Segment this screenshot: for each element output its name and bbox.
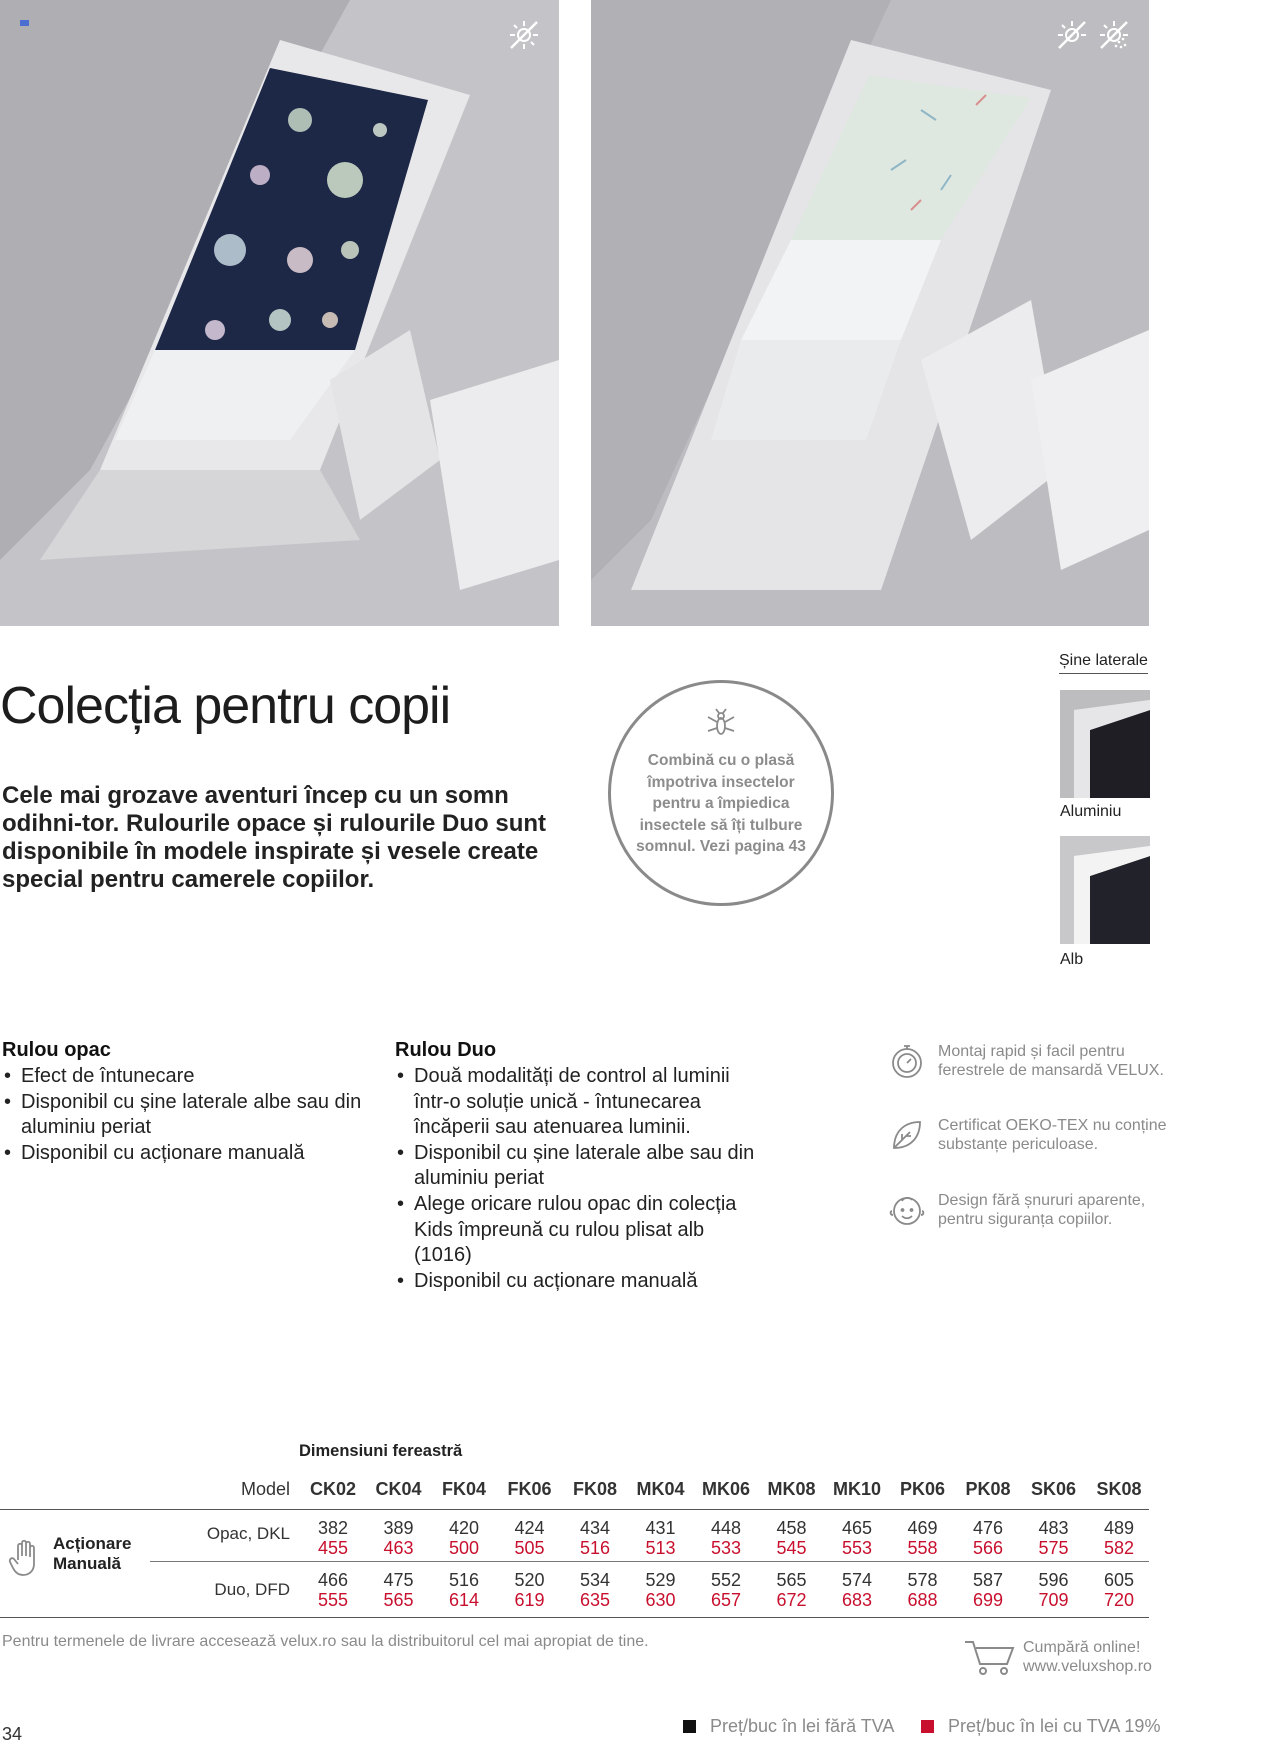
price-cell [500,1518,560,1558]
table-divider [150,1561,1149,1562]
price-with-vat: 630 [645,1590,676,1610]
price-with-vat: 565 [383,1590,414,1610]
table-divider [0,1617,1149,1618]
model-header-cell: FK06 [507,1479,552,1499]
price-no-vat: 587 [972,1570,1004,1590]
column-duo [395,1039,765,1294]
feature-text: Design fără șnururi aparente, pentru siguranța copiilor. [938,1192,1146,1228]
price-no-vat: 476 [972,1518,1004,1538]
list-item: • Alege oricare rulou opac din colecția Kids împreună cu rulou plisat alb (1016) [395,1192,765,1269]
price-cell [1024,1570,1084,1610]
price-cell [958,1518,1018,1558]
price-no-vat: 516 [448,1570,480,1590]
price-with-vat: 463 [383,1538,414,1558]
model-header-cell: MK04 [636,1479,685,1499]
price-no-vat: 420 [448,1518,480,1538]
price-no-vat: 389 [383,1518,414,1538]
list-item: • Disponibil cu acționare manuală [2,1141,362,1167]
model-header-cell: SK06 [1030,1479,1077,1499]
price-cell [565,1570,625,1610]
price-with-vat: 575 [1038,1538,1069,1558]
feature-quick-install [888,1042,1188,1080]
model-header-cell: FK08 [572,1479,617,1499]
price-with-vat: 657 [710,1590,742,1610]
price-with-vat: 614 [448,1590,480,1610]
diffuse-sun-icon [1097,18,1131,52]
price-no-vat: 458 [776,1518,807,1538]
shopping-cart-icon [963,1638,1017,1676]
price-cell [631,1570,691,1610]
model-header: Model [240,1479,290,1499]
photo-blackout-blind [0,0,559,626]
model-header-cell: PK06 [899,1479,946,1499]
shop-line-1: Cumpără online! [1023,1639,1141,1656]
price-cell [1089,1518,1149,1558]
price-with-vat: 513 [645,1538,676,1558]
price-no-vat: 596 [1038,1570,1069,1590]
leaf-icon [888,1116,926,1154]
price-cell [369,1570,429,1610]
model-header-cell: MK10 [832,1479,881,1499]
price-cell [827,1570,887,1610]
price-with-vat: 709 [1038,1590,1069,1610]
model-header-cell: SK08 [1096,1479,1142,1499]
dimensions-title: Dimensiuni fereastră [299,1442,463,1460]
price-with-vat: 688 [907,1590,938,1610]
row-label-duo: Duo, DFD [214,1580,290,1599]
stopwatch-icon [888,1042,926,1080]
swatch-white-label: Alb [1060,951,1084,968]
rails-title: Șine laterale [1059,652,1148,674]
price-cell [696,1518,756,1558]
swatch-aluminium-label: Aluminiu [1060,803,1122,820]
price-with-vat: 720 [1103,1590,1135,1610]
column-blackout-heading: Rulou opac [2,1039,111,1061]
price-with-vat: 553 [841,1538,873,1558]
legend-swatch-red [921,1720,934,1733]
list-item: • Efect de întunecare [2,1064,362,1090]
feature-oeko-tex [888,1116,1188,1154]
swatch-aluminium[interactable] [1060,690,1150,798]
blackout-sun-icon [507,18,541,52]
price-with-vat: 683 [841,1590,873,1610]
price-no-vat: 382 [317,1518,349,1538]
price-with-vat: 500 [448,1538,480,1558]
price-no-vat: 431 [645,1518,676,1538]
price-with-vat: 635 [579,1590,611,1610]
price-cell [762,1570,822,1610]
delivery-note: Pentru termenele de livrare accesează velux.ro sau la distribuitorul cel mai apropiat de tine. [2,1633,649,1650]
price-no-vat: 424 [514,1518,545,1538]
price-with-vat: 555 [317,1590,349,1610]
feature-cordless [888,1191,1188,1229]
intro-text: Cele mai grozave aventuri încep cu un somn odihni-tor. Rulourile opace și rulourile Duo sunt disponibile în modele inspirate și vesele create special pentru camerele copiilor. [2,782,547,893]
price-cell [893,1518,953,1558]
price-cell [762,1518,822,1558]
legend-no-vat: Preț/buc în lei fără TVA [683,1716,894,1737]
legend-vat: Preț/buc în lei cu TVA 19% [921,1716,1160,1737]
page-number: 34 [2,1724,23,1744]
model-header-cell: MK06 [701,1479,750,1499]
price-no-vat: 483 [1038,1518,1069,1538]
insect-net-callout [608,680,834,906]
price-no-vat: 448 [710,1518,742,1538]
small-flag-icon [20,20,29,26]
price-cell [434,1570,494,1610]
price-cell [1089,1570,1149,1610]
price-no-vat: 529 [645,1570,676,1590]
price-cell [893,1570,953,1610]
price-with-vat: 505 [514,1538,545,1558]
price-with-vat: 582 [1103,1538,1135,1558]
price-with-vat: 672 [776,1590,807,1610]
table-divider [0,1509,1149,1510]
price-no-vat: 565 [776,1570,807,1590]
model-header-cell: PK08 [965,1479,1011,1499]
list-item: • Disponibil cu acționare manuală [395,1269,765,1295]
price-with-vat: 566 [972,1538,1004,1558]
column-duo-heading: Rulou Duo [395,1039,497,1061]
price-no-vat: 434 [579,1518,611,1538]
child-face-icon [888,1191,926,1229]
list-item: • Disponibil cu șine laterale albe sau din aluminiu periat [395,1141,765,1192]
price-with-vat: 545 [776,1538,807,1558]
legend-swatch-black [683,1720,696,1733]
online-shop-link[interactable] [963,1638,1152,1676]
column-blackout [2,1039,362,1166]
price-cell [303,1518,363,1558]
price-with-vat: 699 [972,1590,1004,1610]
swatch-white[interactable] [1060,836,1150,944]
insect-icon [704,707,738,741]
callout-text: Combină cu o plasă împotriva insectelor pentru a împiedica insectele să îți tulbure somnul. Vezi pagina 43 [636,752,806,855]
group-label: Acționare Manuală [53,1534,132,1573]
price-cell [500,1570,560,1610]
price-no-vat: 489 [1103,1518,1135,1538]
list-item: • Două modalități de control al luminii într-o soluție unică - întunecarea încăperii sau atenuarea luminii. [395,1064,765,1141]
price-no-vat: 578 [907,1570,938,1590]
price-with-vat: 558 [907,1538,938,1558]
price-no-vat: 469 [907,1518,938,1538]
price-cell [631,1518,691,1558]
price-no-vat: 520 [514,1570,545,1590]
price-no-vat: 605 [1103,1570,1135,1590]
price-no-vat: 552 [710,1570,742,1590]
price-no-vat: 465 [841,1518,873,1538]
price-no-vat: 466 [317,1570,349,1590]
price-with-vat: 533 [710,1538,742,1558]
price-cell [827,1518,887,1558]
row-label-blackout: Opac, DKL [206,1524,290,1543]
price-cell [434,1518,494,1558]
price-cell [303,1570,363,1610]
model-header-cell: MK08 [767,1479,816,1499]
photo-duo-blind [591,0,1149,626]
price-no-vat: 475 [383,1570,414,1590]
price-cell [958,1570,1018,1610]
blackout-sun-icon [1055,18,1089,52]
page-title: Colecția pentru copii [0,677,451,735]
model-header-cell: CK04 [375,1479,422,1499]
price-with-vat: 516 [579,1538,611,1558]
price-no-vat: 574 [841,1570,873,1590]
price-cell [369,1518,429,1558]
feature-text: Certificat OEKO-TEX nu conține substanțe periculoase. [938,1117,1167,1153]
hand-icon [8,1538,44,1578]
price-with-vat: 455 [317,1538,349,1558]
list-item: • Disponibil cu șine laterale albe sau din aluminiu periat [2,1090,362,1141]
feature-text: Montaj rapid și facil pentru ferestrele de mansardă VELUX. [938,1043,1164,1079]
model-header-cell: CK02 [309,1479,357,1499]
model-header-cell: FK04 [441,1479,486,1499]
price-cell [565,1518,625,1558]
price-cell [1024,1518,1084,1558]
price-with-vat: 619 [514,1590,545,1610]
price-cell [696,1570,756,1610]
price-no-vat: 534 [579,1570,611,1590]
shop-url[interactable]: www.veluxshop.ro [1023,1658,1152,1675]
